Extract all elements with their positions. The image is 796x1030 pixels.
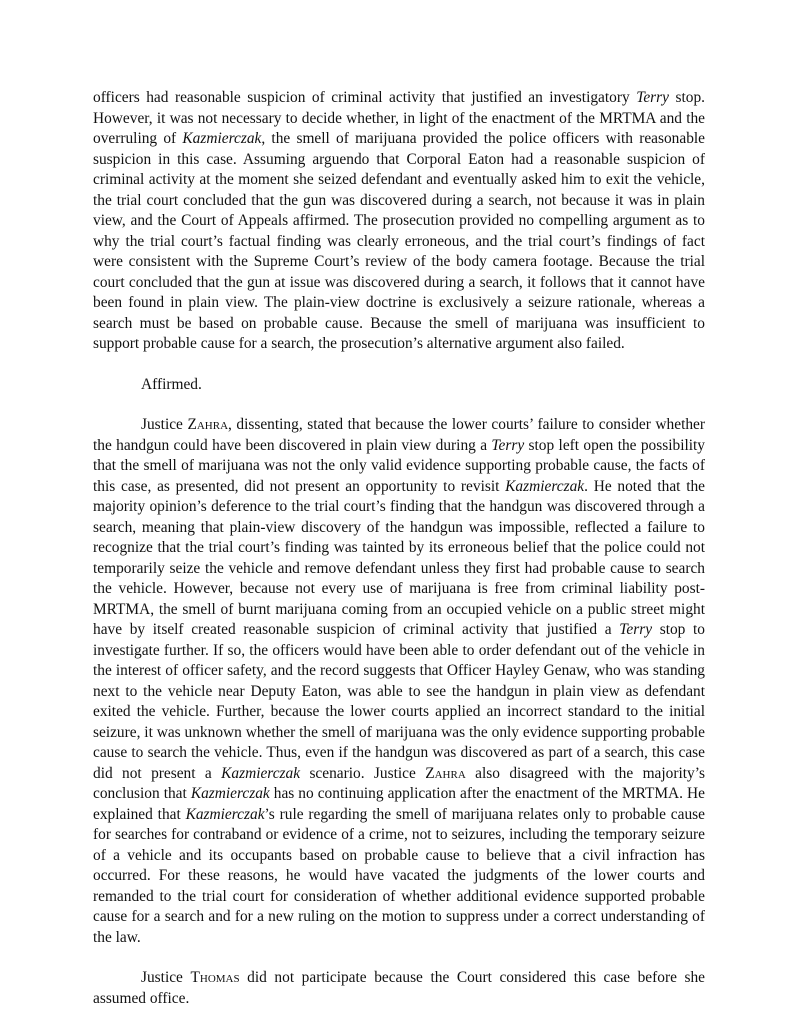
text-run: officers had reasonable suspicion of criminal activity that justified an investigatory — [93, 89, 637, 106]
case-name: Terry — [491, 436, 525, 454]
paragraph-nonparticipation — [93, 968, 705, 1009]
text-run: did not participate because the Court considered this case before she assumed office. — [93, 969, 705, 1007]
paragraph-affirmed: Affirmed. — [141, 375, 202, 393]
paragraph-dissent — [93, 415, 705, 948]
text-run: . He noted that the majority opinion’s deference to the trial court’s finding that the handgun was discovered through a search, meaning that plain-view discovery of the handgun was impossible, reflected a failure to recognize that the trial court’s finding was tainted by its erroneous belief that the police could not temporarily seize the vehicle and remove defendant unless they first had probable cause to search the vehicle. However, because not every use of marijuana is free from criminal liability post-MRTMA, the smell of burnt marijuana coming from an occupied vehicle on a public street might have by itself created reasonable suspicion of criminal activity that justified a — [93, 477, 706, 638]
text-run: has no continuing application after the enactment of the MRTMA. He explained that — [93, 785, 705, 823]
case-name: Kazmierczak — [190, 785, 270, 802]
case-name: Terry — [619, 621, 653, 638]
text-run: stop to investigate further. If so, the officers would have been able to order defendant out of the vehicle in the interest of officer safety, and the record suggests that Officer Hayley Genaw, who was standing next to the vehicle near Deputy Eaton, was able to see the handgun in plain view as defendant exited the vehicle. Further, because the lower courts applied an incorrect standard to the initial seizure, it was unknown whether the smell of marijuana was the only evidence supporting probable cause to search the vehicle. Thus, even if the handgun was discovered as part of a search, this case did not present a — [93, 621, 705, 782]
case-name: Kazmierczak — [182, 130, 262, 147]
case-name: Kazmierczak — [185, 805, 265, 823]
case-name: Terry — [636, 89, 669, 106]
paragraph-majority-conclusion — [93, 88, 705, 355]
case-name: Kazmierczak — [221, 764, 301, 782]
justice-name: Thomas — [190, 969, 240, 986]
document-page — [93, 88, 705, 1009]
text-run: , dissenting, stated that because the lower courts’ failure to consider whether the handgun could have been discovered in plain view during a — [93, 416, 705, 454]
justice-name: Zahra — [187, 416, 229, 433]
text-run: , the smell of marijuana provided the police officers with reasonable suspicion in this case. Assuming arguendo that Corporal Eaton had a reasonable suspicion of criminal activity at the moment she seized defendant and eventually asked him to exit the vehicle, the trial court concluded that the gun was discovered during a search, not because it was in plain view, and the Court of Appeals affirmed. The prosecution provided no compelling argument as to why the trial court’s factual finding was clearly erroneous, and the trial court’s findings of fact were consistent with the Supreme Court’s review of the body camera footage. Because the trial court concluded that the gun at issue was discovered during a search, it follows that it cannot have been found in plain view. The plain-view doctrine is exclusively a seizure rationale, whereas a search must be based on probable cause. Because the smell of marijuana was insufficient to support probable cause for a search, the prosecution’s alternative argument also failed. — [93, 130, 705, 352]
text-run: also disagreed with the majority’s conclusion that — [93, 764, 706, 802]
text-run: ’s rule regarding the smell of marijuana relates only to probable cause for searches for contraband or evidence of a crime, not to seizures, including the temporary seizure of a vehicle and its occupants based on probable cause to believe that a civil infraction has occurred. For these reasons, he would have vacated the judgments of the lower courts and remanded to the trial court for consideration of whether additional evidence supported probable cause for a search and for a new ruling on the motion to suppress under a correct understanding of the law. — [93, 805, 705, 946]
justice-name: Zahra — [425, 764, 466, 782]
text-run: Justice — [141, 416, 188, 433]
text-run: scenario. Justice — [300, 764, 426, 782]
text-run: stop left open the possibility that the smell of marijuana was not the only valid evidence supporting probable cause, the facts of this case, as presented, did not present an opportunity to revisit — [93, 436, 705, 495]
text-run: stop. However, it was not necessary to decide whether, in light of the enactment of the MRTMA and the overruling of — [93, 89, 705, 147]
text-run: Justice — [141, 969, 191, 986]
case-name: Kazmierczak — [505, 477, 585, 495]
